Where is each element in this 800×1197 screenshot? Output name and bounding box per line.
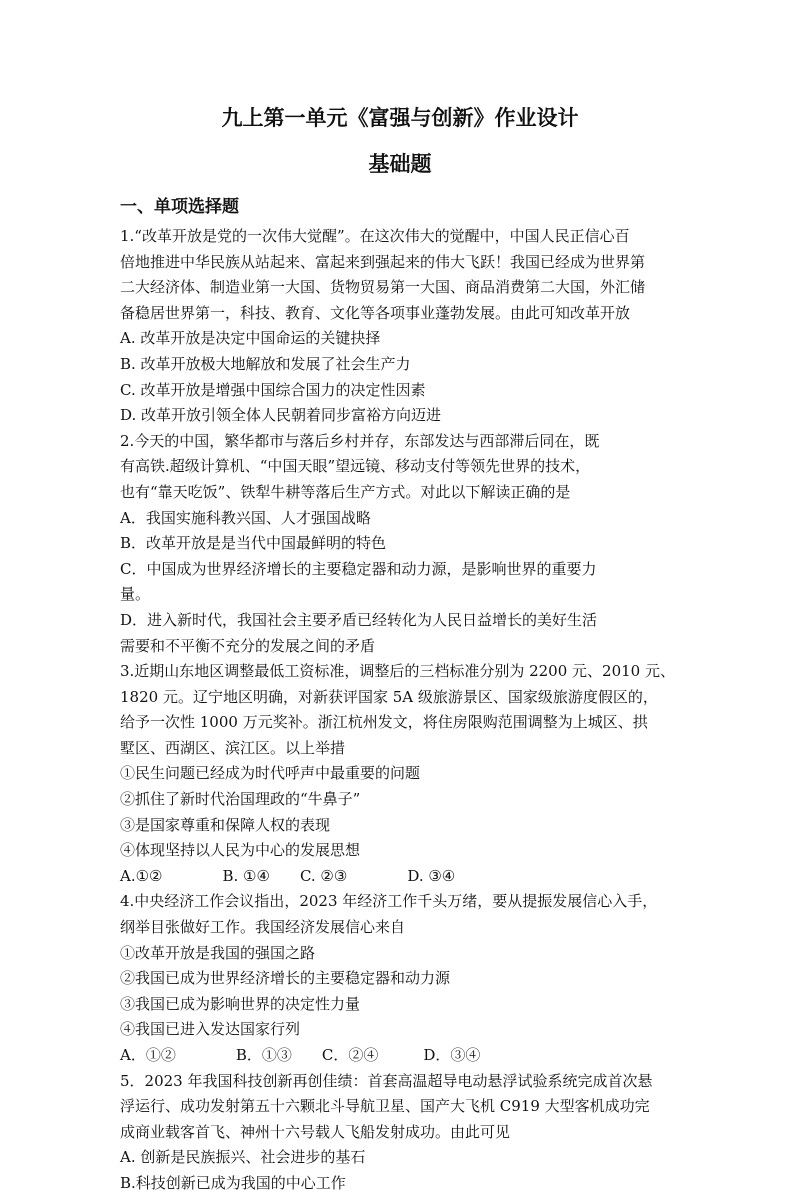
option-line: A. 改革开放是决定中国命运的关键抉择 — [120, 329, 381, 348]
statement-line: ④我国已进入发达国家行列 — [120, 1020, 301, 1039]
text-line: 有高铁.超级计算机、“中国天眼”望远镜、移动支付等领先世界的技术， — [120, 457, 591, 476]
statement-line: ①民生问题已经成为时代呼声中最重要的问题 — [120, 764, 421, 783]
text-line: 浮运行、成功发射第五十六颗北斗导航卫星、国产大飞机 C919 大型客机成功完 — [120, 1097, 650, 1116]
statement-line: ③我国已成为影响世界的决定性力量 — [120, 994, 361, 1013]
text-line: 2.今天的中国，繁华都市与落后乡村并存，东部发达与西部滞后同在，既 — [120, 431, 600, 450]
text-line: 给予一次性 1000 万元奖补。浙江杭州发文，将住房限购范围调整为上城区、拱 — [120, 713, 648, 732]
statement-line: ①改革开放是我国的强国之路 — [120, 943, 316, 962]
document-title: 九上第一单元《富强与创新》作业设计 — [221, 105, 579, 130]
option-line: 量。 — [120, 585, 151, 604]
statement-line: ②我国已成为世界经济增长的主要稳定器和动力源 — [120, 969, 451, 988]
text-line: 纲举目张做好工作。我国经济发展信心来自 — [120, 918, 406, 937]
statement-line: ②抓住了新时代治国理政的“牛鼻子” — [120, 790, 361, 809]
text-line: 成商业载客首飞、神州十六号载人飞船发射成功。由此可见 — [120, 1122, 511, 1141]
section-heading: 一、单项选择题 — [120, 197, 239, 217]
option-line: D. 改革开放引领全体人民朝着同步富裕方向迈进 — [120, 406, 442, 425]
document-subtitle: 基础题 — [368, 151, 432, 176]
text-line: 1820 元。辽宁地区明确，对新获评国家 5A 级旅游景区、国家级旅游度假区的， — [120, 687, 658, 706]
question-body — [120, 224, 680, 1197]
option-line: B. 改革开放极大地解放和发展了社会生产力 — [120, 354, 411, 373]
option-line: A．我国实施科教兴国、人才强国战略 — [120, 508, 371, 527]
answer-options-line: A.①② B. ①④ C. ②③ D. ③④ — [120, 866, 456, 885]
text-line: 倍地推进中华民族从站起来、富起来到强起来的伟大飞跃！我国已经成为世界第 — [120, 252, 646, 271]
statement-line: ③是国家尊重和保障人权的表现 — [120, 815, 331, 834]
text-line: 也有“靠天吃饭”、铁犁牛耕等落后生产方式。对此以下解读正确的是 — [120, 482, 571, 501]
option-line: C．中国成为世界经济增长的主要稳定器和动力源，是影响世界的重要力 — [120, 559, 597, 578]
text-line: 3.近期山东地区调整最低工资标准，调整后的三档标准分别为 2200 元、2010 元、 — [120, 662, 675, 681]
text-line: 备稳居世界第一，科技、教育、文化等各项事业蓬勃发展。由此可知改革开放 — [120, 303, 631, 322]
text-line: 5．2023 年我国科技创新再创佳绩：首套高温超导电动悬浮试验系统完成首次悬 — [120, 1071, 653, 1090]
answer-options-line: A．①② B．①③ C．②④ D．③④ — [120, 1046, 481, 1064]
option-line: D．进入新时代，我国社会主要矛盾已经转化为人民日益增长的美好生活 — [120, 610, 598, 629]
text-line: 二大经济体、制造业第一大国、货物贸易第一大国、商品消费第二大国，外汇储 — [120, 278, 646, 297]
option-line: A. 创新是民族振兴、社会进步的基石 — [120, 1148, 366, 1167]
option-line: B．改革开放是是当代中国最鲜明的特色 — [120, 534, 387, 553]
option-line: 需要和不平衡不充分的发展之间的矛盾 — [120, 636, 376, 655]
statement-line: ④体现坚持以人民为中心的发展思想 — [120, 841, 361, 860]
option-line: B.科技创新已成为我国的中心工作 — [120, 1173, 346, 1192]
text-line: 墅区、西湖区、滨江区。以上举措 — [120, 738, 346, 757]
option-line: C. 改革开放是增强中国综合国力的决定性因素 — [120, 380, 426, 399]
text-line: 1.“改革开放是党的一次伟大觉醒”。在这次伟大的觉醒中，中国人民正信心百 — [120, 227, 630, 245]
text-line: 4.中央经济工作会议指出，2023 年经济工作千头万绪，要从提振发展信心入手， — [120, 892, 658, 911]
